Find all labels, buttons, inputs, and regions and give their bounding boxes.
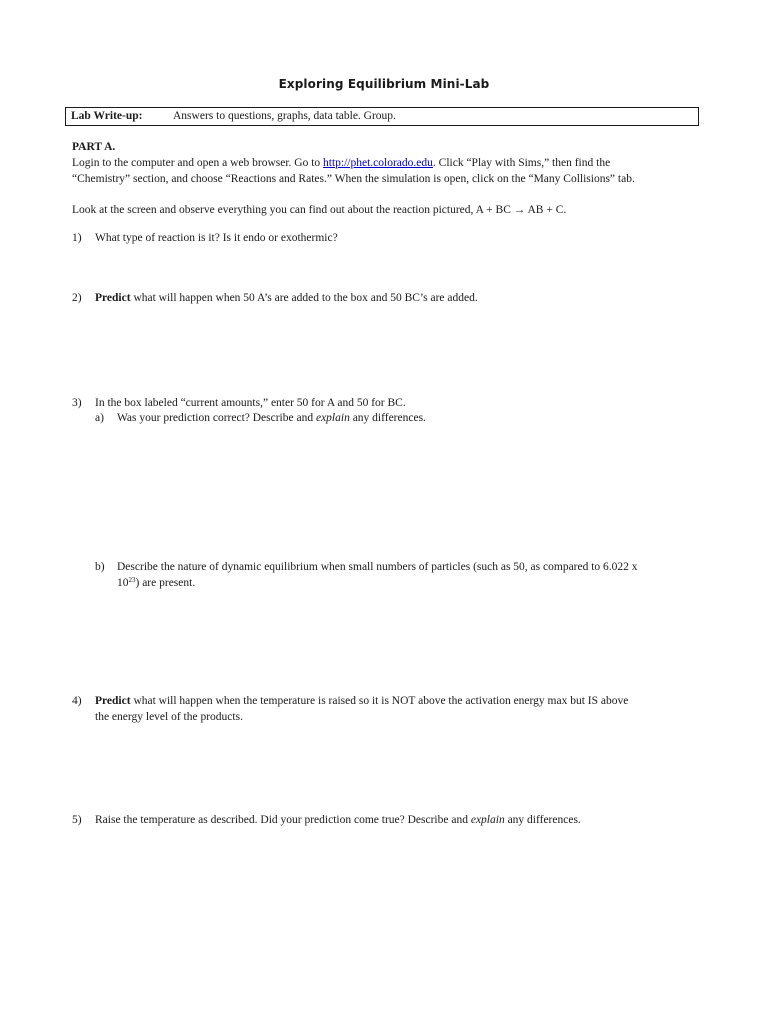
question-3-number: 3) bbox=[72, 397, 82, 409]
question-2-text bbox=[95, 292, 478, 304]
part-a-heading: PART A. bbox=[72, 141, 116, 153]
question-3-text: In the box labeled “current amounts,” enter 50 for A and 50 for BC. bbox=[95, 397, 406, 409]
phet-link[interactable]: http://phet.colorado.edu bbox=[323, 157, 433, 169]
intro-line-2: “Chemistry” section, and choose “Reactions and Rates.” When the simulation is open, click on the “Many Collisions” tab. bbox=[72, 173, 635, 185]
predict-label: Predict bbox=[95, 695, 131, 707]
question-5-number: 5) bbox=[72, 814, 82, 826]
question-1-text: What type of reaction is it? Is it endo or exothermic? bbox=[95, 232, 338, 244]
question-3b-base: 10 bbox=[117, 577, 129, 589]
question-2-number: 2) bbox=[72, 292, 82, 304]
question-4-line-2: the energy level of the products. bbox=[95, 711, 243, 723]
intro-text-before: Login to the computer and open a web browser. Go to bbox=[72, 157, 324, 169]
question-3b-after: ) are present. bbox=[135, 577, 196, 589]
question-3b-exponent: 23 bbox=[128, 576, 136, 584]
lab-writeup-box bbox=[65, 107, 699, 126]
question-1-number: 1) bbox=[72, 232, 82, 244]
predict-label: Predict bbox=[95, 292, 131, 304]
intro-line-1 bbox=[72, 157, 610, 169]
question-5-emph: explain bbox=[470, 814, 505, 826]
question-3b-line-2 bbox=[117, 577, 195, 589]
writeup-text: Answers to questions, graphs, data table. Group. bbox=[173, 110, 396, 122]
writeup-label: Lab Write-up: bbox=[71, 110, 143, 122]
intro-text-after: . Click “Play with Sims,” then find the bbox=[432, 157, 611, 169]
question-5-after: any differences. bbox=[504, 814, 581, 826]
question-3a-before: Was your prediction correct? Describe and bbox=[117, 412, 316, 424]
question-3a-emph: explain bbox=[315, 412, 350, 424]
question-4-line-1 bbox=[95, 695, 628, 707]
question-5-text bbox=[95, 814, 581, 826]
question-3a-after: any differences. bbox=[349, 412, 426, 424]
observe-text: Look at the screen and observe everything you can find out about the reaction pictured, A + BC → AB + C. bbox=[72, 204, 567, 216]
question-5-before: Raise the temperature as described. Did your prediction come true? Describe and bbox=[95, 814, 471, 826]
question-4-body: what will happen when the temperature is raised so it is NOT above the activation energy max but IS above bbox=[130, 695, 629, 707]
question-3b-line-1: Describe the nature of dynamic equilibrium when small numbers of particles (such as 50, as compared to 6.022 x bbox=[117, 561, 638, 573]
question-3a-text bbox=[117, 412, 426, 424]
question-3b-label: b) bbox=[95, 561, 105, 573]
question-2-body: what will happen when 50 A’s are added to the box and 50 BC’s are added. bbox=[130, 292, 478, 304]
page-title: Exploring Equilibrium Mini-Lab bbox=[278, 77, 490, 91]
question-4-number: 4) bbox=[72, 695, 82, 707]
question-3a-label: a) bbox=[95, 412, 104, 424]
